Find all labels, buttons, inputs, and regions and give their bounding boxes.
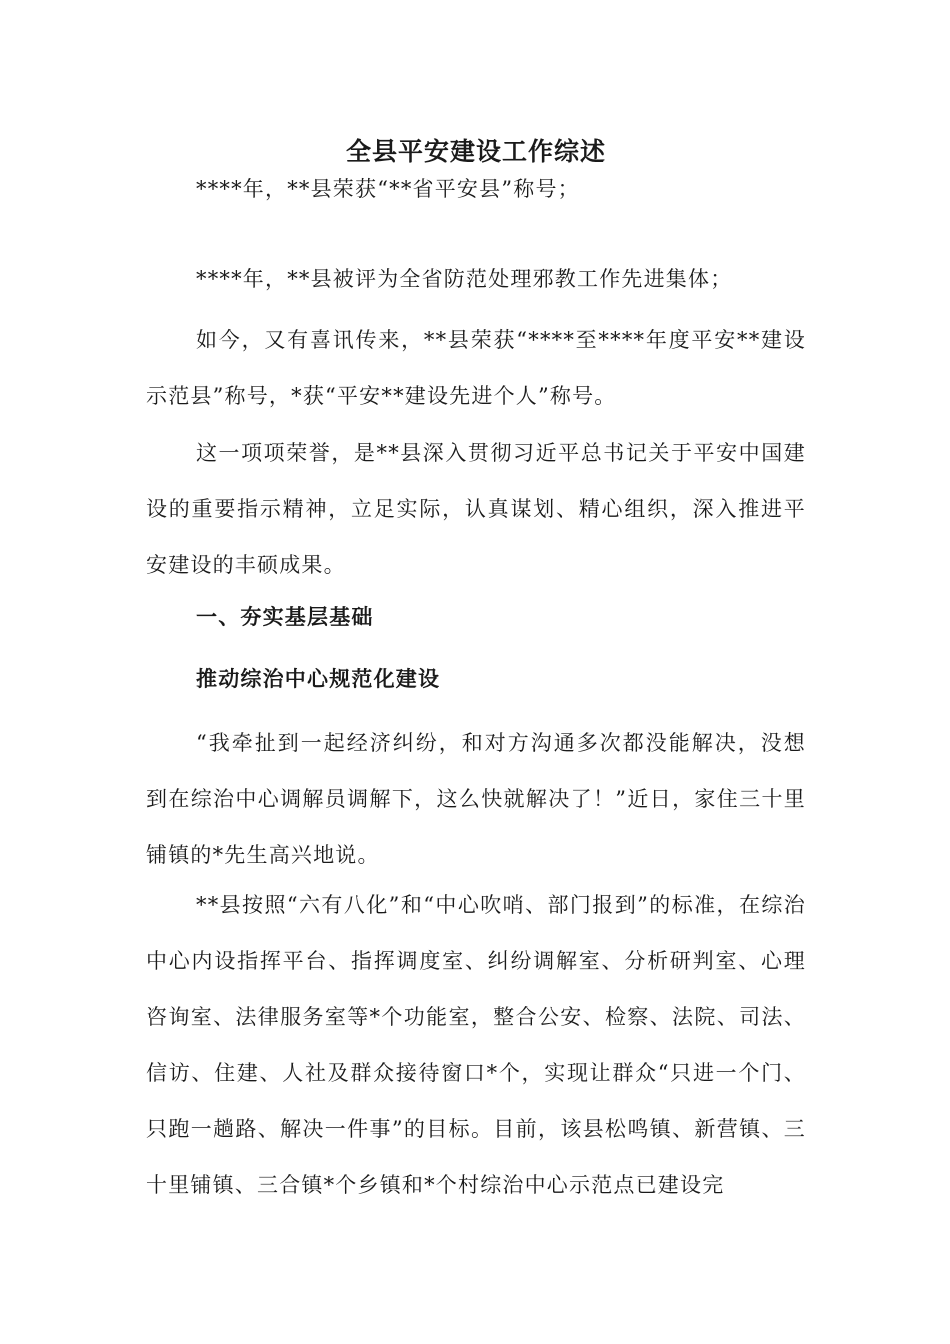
paragraph-honor-1: ****年，**县荣获“**省平安县”称号； (196, 177, 580, 201)
paragraph-quote: “我牵扯到一起经济纠纷，和对方沟通多次都没能解决，没想到在综治中心调解员调解下，这么快就解决了！”近日，家住三十里铺镇的*先生高兴地说。 (146, 731, 806, 867)
paragraph-achievement: 这一项项荣誉，是**县深入贯彻习近平总书记关于平安中国建设的重要指示精神，立足实际，认真谋划、精心组织，深入推进平安建设的丰硕成果。 (146, 441, 806, 577)
section-heading: 一、夯实基层基础 (196, 604, 374, 629)
paragraph-center-details: **县按照“六有八化”和“中心吹哨、部门报到”的标准，在综治中心内设指挥平台、指挥调度室、纠纷调解室、分析研判室、心理咨询室、法律服务室等*个功能室，整合公安、检察、法院、司法、信访、住建、人社及群众接待窗口*个，实现让群众“只进一个门、只跑一趟路、解决一件事”的目标。目前，该县松鸣镇、新营镇、三十里铺镇、三合镇*个乡镇和*个村综治中心示范点已建设完 (146, 893, 806, 1197)
paragraph-news: 如今，又有喜讯传来，**县荣获“****至****年度平安**建设示范县”称号，*获“平安**建设先进个人”称号。 (146, 328, 806, 408)
page-title: 全县平安建设工作综述 (345, 137, 606, 166)
subheading: 推动综治中心规范化建设 (196, 666, 441, 691)
paragraph-honor-2: ****年，**县被评为全省防范处理邪教工作先进集体； (196, 267, 733, 291)
